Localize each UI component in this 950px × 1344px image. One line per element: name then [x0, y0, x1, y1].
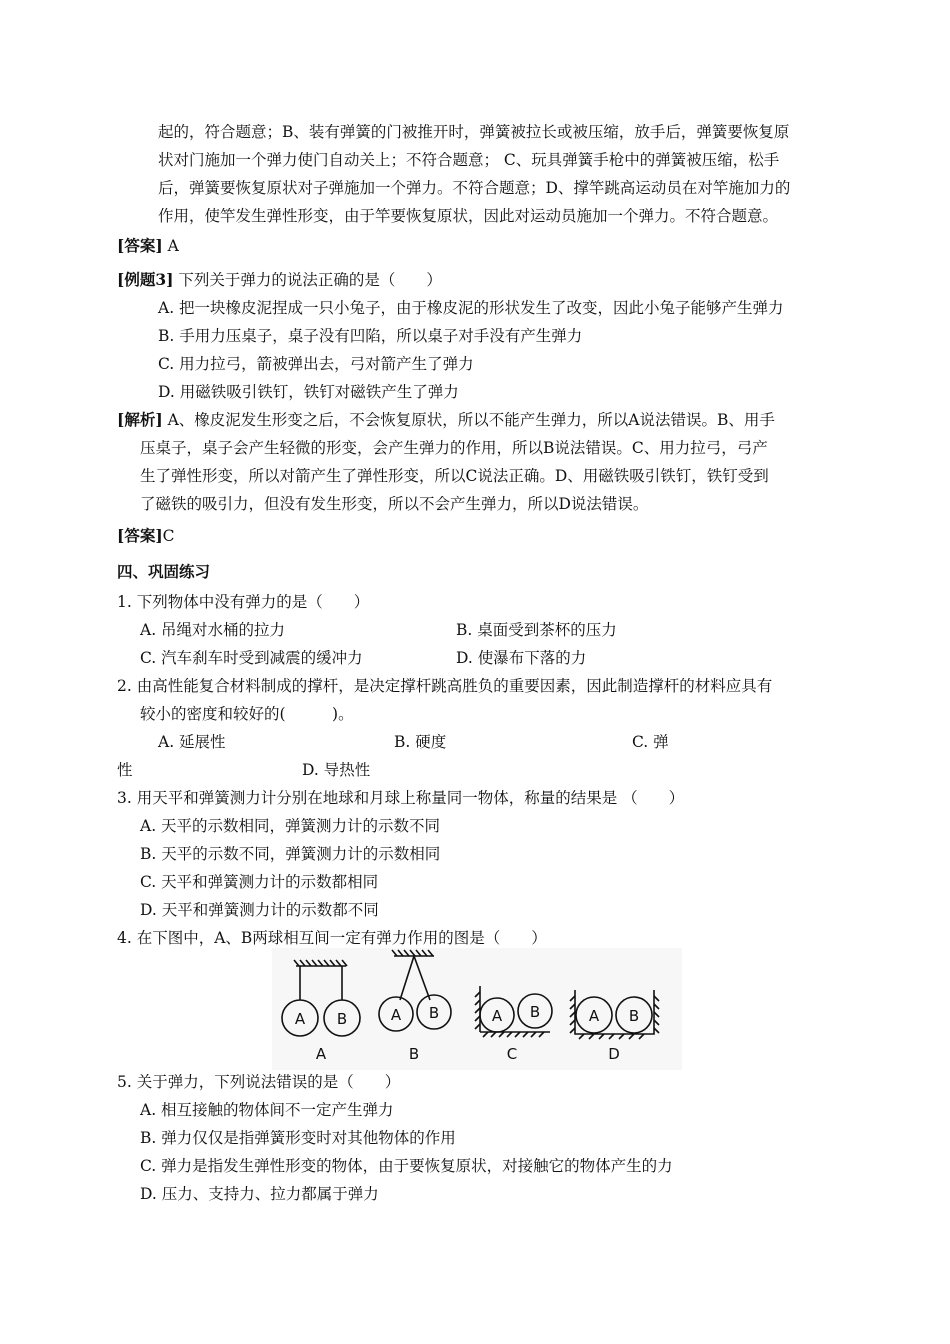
q2-option-c: C. 弹	[632, 733, 669, 751]
q1-option-d: D. 使瀑布下落的力	[456, 649, 587, 667]
q5-option-b: B. 弹力仅仅是指弹簧形变时对其他物体的作用	[140, 1129, 456, 1147]
analysis-line-1: 起的，符合题意；B、装有弹簧的门被推开时，弹簧被拉长或被压缩，放手后，弹簧要恢复原	[158, 123, 790, 141]
q3-option-b: B. 天平的示数不同，弹簧测力计的示数相同	[140, 845, 441, 863]
answer-label: [答案]	[117, 236, 163, 255]
q5-option-c: C. 弹力是指发生弹性形变的物体，由于要恢复原状，对接触它的物体产生的力	[140, 1157, 673, 1175]
analysis-label: [解析]	[117, 410, 163, 429]
answer-1	[117, 236, 179, 256]
q1-option-a: A. 吊绳对水桶的拉力	[140, 621, 286, 639]
q2-option-c-continued: 性	[117, 761, 133, 779]
q2-option-a: A. 延展性	[158, 733, 226, 751]
analysis-2-line-2: 压桌子，桌子会产生轻微的形变，会产生弹力的作用，所以B说法错误。C、用力拉弓，弓产	[140, 439, 768, 457]
q1-stem: 1. 下列物体中没有弹力的是（ ）	[117, 593, 370, 611]
analysis-2-first-line	[117, 410, 775, 430]
q2-stem-line-2: 较小的密度和较好的( )。	[140, 705, 354, 723]
analysis-2-line-4: 了磁铁的吸引力，但没有发生形变，所以不会产生弹力，所以D说法错误。	[140, 495, 649, 513]
answer-label: [答案]	[117, 526, 163, 545]
ball-b-label: B	[428, 1004, 440, 1022]
q3-option-a: A. 天平的示数相同，弹簧测力计的示数不同	[140, 817, 441, 835]
q1-option-b: B. 桌面受到茶杯的压力	[456, 621, 617, 639]
analysis-line-2: 状对门施加一个弹力使门自动关上；不符合题意； C、玩具弹簧手枪中的弹簧被压缩，松手	[158, 151, 780, 169]
caption-d: D	[608, 1045, 620, 1063]
q5-stem: 5. 关于弹力，下列说法错误的是（ ）	[117, 1073, 401, 1091]
example-3-stem	[117, 270, 442, 290]
ball-b-label: B	[336, 1010, 348, 1028]
ball-a-label: A	[491, 1007, 503, 1025]
answer-2	[117, 526, 175, 546]
example-label: [例题3]	[117, 270, 174, 289]
caption-c: C	[506, 1045, 518, 1063]
q4-stem: 4. 在下图中，A、B两球相互间一定有弹力作用的图是（ ）	[117, 929, 547, 947]
analysis-line-3: 后，弹簧要恢复原状对子弹施加一个弹力。不符合题意；D、撑竿跳高运动员在对竿施加力的	[158, 179, 791, 197]
q3-option-d: D. 天平和弹簧测力计的示数都不同	[140, 901, 379, 919]
section-heading: 四、巩固练习	[117, 562, 211, 581]
q4-figure	[272, 948, 682, 1070]
q5-option-a: A. 相互接触的物体间不一定产生弹力	[140, 1101, 394, 1119]
q3-stem: 3. 用天平和弹簧测力计分别在地球和月球上称量同一物体，称量的结果是 （ ）	[117, 789, 685, 807]
example-option-d: D. 用磁铁吸引铁钉，铁钉对磁铁产生了弹力	[158, 383, 459, 401]
analysis-line-4: 作用，使竿发生弹性形变，由于竿要恢复原状，因此对运动员施加一个弹力。不符合题意。	[158, 207, 779, 225]
q2-stem-line-1: 2. 由高性能复合材料制成的撑杆，是决定撑杆跳高胜负的重要因素，因此制造撑杆的材料应具有	[117, 677, 773, 695]
answer-value: A	[162, 237, 179, 255]
ball-a-label: A	[294, 1010, 306, 1028]
ball-b-label: B	[529, 1003, 541, 1021]
q2-option-b: B. 硬度	[394, 733, 447, 751]
caption-b: B	[408, 1045, 420, 1063]
analysis-text: A、橡皮泥发生形变之后，不会恢复原状，所以不能产生弹力，所以A说法错误。B、用手	[162, 411, 775, 429]
ball-b-label: B	[628, 1007, 640, 1025]
ball-a-label: A	[390, 1006, 402, 1024]
q2-option-d: D. 导热性	[302, 761, 371, 779]
example-question: 下列关于弹力的说法正确的是（ ）	[173, 271, 442, 289]
q1-option-c: C. 汽车刹车时受到减震的缓冲力	[140, 649, 363, 667]
example-option-a: A. 把一块橡皮泥捏成一只小兔子，由于橡皮泥的形状发生了改变，因此小兔子能够产生弹力	[158, 299, 784, 317]
caption-a: A	[315, 1045, 327, 1063]
example-option-b: B. 手用力压桌子，桌子没有凹陷，所以桌子对手没有产生弹力	[158, 327, 583, 345]
example-option-c: C. 用力拉弓，箭被弹出去，弓对箭产生了弹力	[158, 355, 474, 373]
q5-option-d: D. 压力、支持力、拉力都属于弹力	[140, 1185, 379, 1203]
analysis-2-line-3: 生了弹性形变，所以对箭产生了弹性形变，所以C说法正确。D、用磁铁吸引铁钉，铁钉受到	[140, 467, 769, 485]
q3-option-c: C. 天平和弹簧测力计的示数都相同	[140, 873, 379, 891]
ball-a-label: A	[588, 1007, 600, 1025]
answer-value: C	[162, 527, 175, 545]
